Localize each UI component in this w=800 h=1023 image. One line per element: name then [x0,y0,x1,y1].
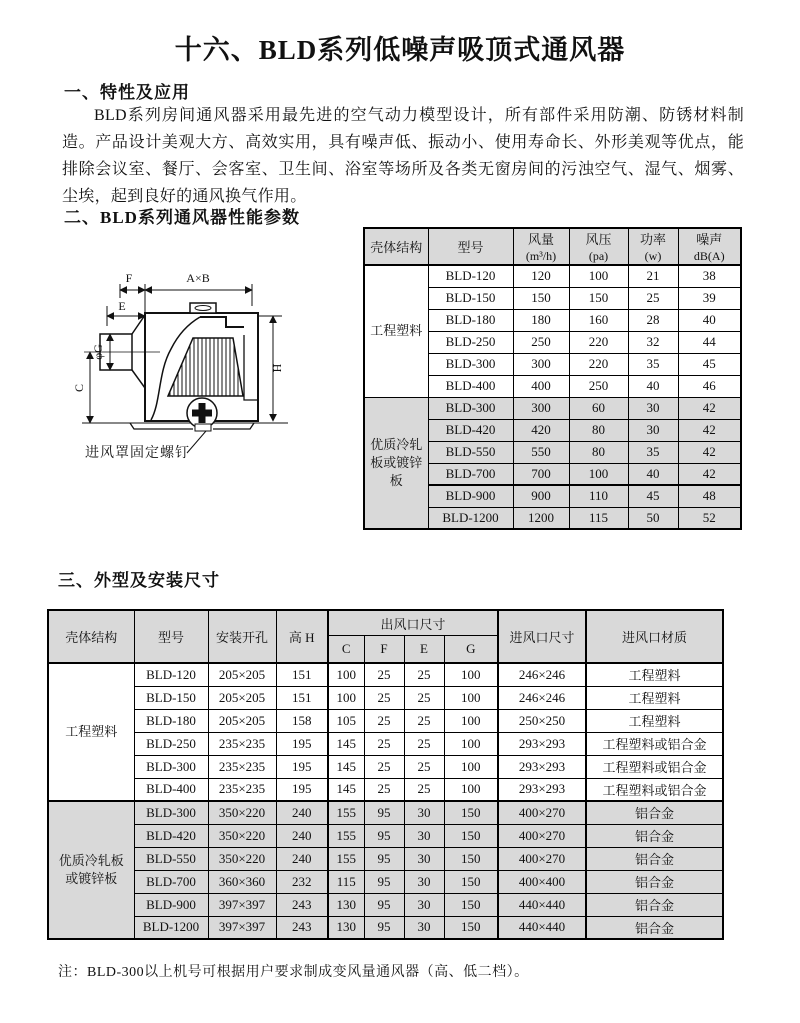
table-cell: BLD-900 [428,485,513,507]
table-cell: 400 [513,375,569,397]
table-cell: 45 [628,485,678,507]
table-row [48,893,723,916]
col-shell-structure: 壳体结构 [364,228,428,265]
table-cell: 293×293 [498,755,586,778]
table-cell: 35 [628,441,678,463]
table-cell: 工程塑料 [586,686,723,709]
table-cell: 150 [444,916,498,939]
table-cell: 130 [328,893,364,916]
table-cell: 240 [276,824,328,847]
table-cell: 42 [678,419,741,441]
table-cell: BLD-1200 [134,916,208,939]
table-cell: 145 [328,778,364,801]
table-cell: 155 [328,801,364,824]
table-cell: 360×360 [208,870,276,893]
table-cell: 397×397 [208,893,276,916]
table-cell: 95 [364,916,404,939]
table-cell: 400×270 [498,801,586,824]
section1-heading: 一、特性及应用 [64,83,190,102]
table-row [48,870,723,893]
table-cell: 100 [444,686,498,709]
col-model: 型号 [134,610,208,663]
table-cell: BLD-700 [428,463,513,485]
col-height-h: 高 H [276,610,328,663]
table-cell: 240 [276,801,328,824]
table-cell: BLD-300 [134,801,208,824]
shell-structure-cell: 工程塑料 [48,663,134,801]
table-cell: 42 [678,463,741,485]
subcol-e: E [404,636,444,664]
col-noise-unit: dB(A) [693,249,725,263]
table-cell: BLD-300 [134,755,208,778]
table-cell: 115 [328,870,364,893]
table-cell: 80 [569,441,628,463]
table-cell: BLD-700 [134,870,208,893]
table-cell: 铝合金 [586,847,723,870]
table-cell: 95 [364,824,404,847]
table-cell: 25 [404,663,444,686]
table-cell: 50 [628,507,678,529]
table-cell: 160 [569,309,628,331]
table-cell: 30 [404,824,444,847]
table-cell: 45 [678,353,741,375]
shell-structure-cell: 优质冷轧板 或镀锌板 [48,801,134,939]
table-cell: 205×205 [208,663,276,686]
table-cell: 95 [364,801,404,824]
table-cell: BLD-120 [134,663,208,686]
col-power [628,228,678,265]
table-row [48,709,723,732]
table-cell: 铝合金 [586,893,723,916]
table-cell: 145 [328,755,364,778]
section3-heading: 三、外型及安装尺寸 [58,571,220,590]
dim-label-axb: A×B [186,271,210,285]
table-cell: 42 [678,397,741,419]
table-cell: 110 [569,485,628,507]
table-cell: 150 [513,287,569,309]
table-cell: BLD-550 [134,847,208,870]
table-cell: 35 [628,353,678,375]
table-cell: 28 [628,309,678,331]
table-row [48,801,723,824]
performance-header-row [364,228,741,265]
col-airflow-label: 风量 [527,232,554,247]
table-cell: 440×440 [498,916,586,939]
dim-label-phig: φG [91,344,105,360]
screw-callout-label: 进风罩固定螺钉 [85,446,190,461]
table-cell: 243 [276,893,328,916]
table-cell: 120 [513,265,569,287]
table-cell: 30 [404,916,444,939]
table-row [48,824,723,847]
section1-paragraph: BLD系列房间通风器采用最先进的空气动力模型设计，所有部件采用防潮、防锈材料制造。产品设计美观大方、高效实用，具有噪声低、振动小、使用寿命长、外形美观等优点，能排除会议室、餐厅、会客室、卫生间、浴室等场所及各类无窗房间的污浊空气、湿气、烟雾、尘埃，起到良好的通风换气作用。 [62,107,744,205]
table-row [364,397,741,419]
shell-structure-cell: 工程塑料 [364,265,428,397]
table-cell: 工程塑料或铝合金 [586,755,723,778]
table-cell: BLD-120 [428,265,513,287]
table-cell: 95 [364,847,404,870]
table-cell: 150 [444,824,498,847]
table-cell: 235×235 [208,778,276,801]
table-cell: 25 [364,709,404,732]
table-cell: 150 [444,893,498,916]
table-row [48,778,723,801]
section2-heading: 二、BLD系列通风器性能参数 [64,208,300,227]
table-cell: 195 [276,732,328,755]
table-cell: BLD-400 [134,778,208,801]
table-cell: 38 [678,265,741,287]
table-cell: 205×205 [208,709,276,732]
table-cell: 350×220 [208,847,276,870]
table-cell: 46 [678,375,741,397]
table-cell: 155 [328,847,364,870]
col-shell-structure: 壳体结构 [48,610,134,663]
table-cell: 100 [444,709,498,732]
table-cell: 550 [513,441,569,463]
table-cell: 工程塑料 [586,709,723,732]
table-cell: 700 [513,463,569,485]
table-cell: BLD-420 [134,824,208,847]
table-cell: 397×397 [208,916,276,939]
page-title: 十六、BLD系列低噪声吸顶式通风器 [174,35,626,65]
table-cell: 30 [628,419,678,441]
table-row [48,732,723,755]
table-cell: 420 [513,419,569,441]
table-cell: 150 [444,870,498,893]
col-inlet-size: 进风口尺寸 [498,610,586,663]
table-cell: 250 [569,375,628,397]
table-cell: 151 [276,686,328,709]
table-cell: 95 [364,893,404,916]
table-cell: 25 [404,709,444,732]
table-cell: 100 [444,663,498,686]
table-cell: 25 [364,755,404,778]
dim-label-h: H [270,363,284,373]
performance-table-container [363,227,742,530]
table-cell: 25 [364,778,404,801]
table-cell: 243 [276,916,328,939]
table-cell: 246×246 [498,663,586,686]
table-cell: 25 [404,755,444,778]
fixing-screw [195,424,211,431]
table-cell: 100 [569,265,628,287]
table-cell: 44 [678,331,741,353]
table-cell: BLD-150 [428,287,513,309]
table-row [48,686,723,709]
table-cell: 39 [678,287,741,309]
col-model: 型号 [428,228,513,265]
subcol-g: G [444,636,498,664]
table-cell: 115 [569,507,628,529]
table-cell: 350×220 [208,801,276,824]
table-cell: 150 [444,801,498,824]
table-cell: 32 [628,331,678,353]
table-cell: 293×293 [498,732,586,755]
table-cell: 100 [328,663,364,686]
subcol-c: C [328,636,364,664]
table-cell: 440×440 [498,893,586,916]
col-pressure-label: 风压 [585,232,612,247]
table-cell: 350×220 [208,824,276,847]
table-cell: 240 [276,847,328,870]
table-cell: 30 [404,870,444,893]
table-row [48,847,723,870]
dim-label-e: E [118,299,126,313]
table-cell: 30 [404,893,444,916]
table-cell: 100 [444,732,498,755]
table-cell: 250×250 [498,709,586,732]
table-cell: 铝合金 [586,824,723,847]
table-row [48,755,723,778]
table-cell: 40 [678,309,741,331]
table-cell: 195 [276,778,328,801]
dim-label-c: C [72,383,86,393]
dimensions-header-row-1 [48,610,723,636]
table-cell: 铝合金 [586,870,723,893]
table-cell: 52 [678,507,741,529]
table-cell: 145 [328,732,364,755]
col-mounting-opening: 安装开孔 [208,610,276,663]
table-cell: 工程塑料或铝合金 [586,778,723,801]
table-cell: BLD-180 [428,309,513,331]
table-cell: 25 [364,732,404,755]
table-cell: 235×235 [208,732,276,755]
table-row [48,663,723,686]
ventilator-dimension-diagram [60,260,360,505]
col-pressure [569,228,628,265]
table-cell: 220 [569,353,628,375]
table-cell: 220 [569,331,628,353]
table-cell: 300 [513,353,569,375]
table-cell: BLD-420 [428,419,513,441]
table-cell: 400×270 [498,847,586,870]
table-cell: 900 [513,485,569,507]
table-cell: BLD-900 [134,893,208,916]
table-cell: 1200 [513,507,569,529]
dimensions-table [47,609,724,940]
table-cell: 205×205 [208,686,276,709]
inlet-cone [132,315,145,388]
table-cell: 293×293 [498,778,586,801]
table-cell: 232 [276,870,328,893]
table-cell: 40 [628,375,678,397]
table-cell: BLD-150 [134,686,208,709]
table-cell: 30 [404,801,444,824]
table-cell: 铝合金 [586,801,723,824]
col-outlet-size-group: 出风口尺寸 [328,610,498,636]
table-cell: 25 [404,686,444,709]
table-cell: 130 [328,916,364,939]
table-cell: 195 [276,755,328,778]
table-cell: BLD-180 [134,709,208,732]
table-cell: 235×235 [208,755,276,778]
table-cell: 246×246 [498,686,586,709]
col-noise [678,228,741,265]
table-cell: 155 [328,824,364,847]
table-cell: 105 [328,709,364,732]
table-cell: 铝合金 [586,916,723,939]
table-cell: 48 [678,485,741,507]
table-cell: 150 [569,287,628,309]
table-cell: 100 [444,755,498,778]
table-cell: 100 [328,686,364,709]
table-cell: BLD-300 [428,353,513,375]
table-cell: 151 [276,663,328,686]
table-cell: BLD-250 [428,331,513,353]
table-cell: 100 [444,778,498,801]
table-cell: 95 [364,870,404,893]
table-cell: 工程塑料或铝合金 [586,732,723,755]
table-cell: 40 [628,463,678,485]
table-cell: 80 [569,419,628,441]
table-cell: BLD-400 [428,375,513,397]
col-airflow [513,228,569,265]
col-noise-label: 噪声 [696,232,723,247]
table-cell: 30 [628,397,678,419]
col-power-unit: (w) [644,249,662,263]
table-cell: 180 [513,309,569,331]
table-cell: 25 [404,732,444,755]
shell-structure-cell: 优质冷轧 板或镀锌 板 [364,397,428,529]
subcol-f: F [364,636,404,664]
table-row [48,916,723,939]
table-cell: 400×400 [498,870,586,893]
table-cell: BLD-550 [428,441,513,463]
diagram-svg [60,260,360,505]
col-power-label: 功率 [639,232,666,247]
table-cell: 工程塑料 [586,663,723,686]
footnote: 注：BLD-300以上机号可根据用户要求制成变风量通风器（高、低二档）。 [58,965,529,980]
table-cell: 25 [364,663,404,686]
table-cell: 21 [628,265,678,287]
table-cell: BLD-250 [134,732,208,755]
table-cell: BLD-1200 [428,507,513,529]
table-cell: 300 [513,397,569,419]
table-cell: 150 [444,847,498,870]
table-cell: 25 [364,686,404,709]
outlet-collar [190,303,216,313]
performance-table [363,227,742,530]
table-cell: BLD-300 [428,397,513,419]
col-airflow-unit: (m³/h) [525,249,557,263]
table-cell: 25 [628,287,678,309]
dimensions-table-container [47,609,724,940]
table-cell: 400×270 [498,824,586,847]
table-cell: 42 [678,441,741,463]
table-cell: 100 [569,463,628,485]
col-pressure-unit: (pa) [588,249,609,263]
table-cell: 25 [404,778,444,801]
table-cell: 30 [404,847,444,870]
table-row [364,265,741,287]
table-cell: 158 [276,709,328,732]
table-cell: 60 [569,397,628,419]
col-inlet-material: 进风口材质 [586,610,723,663]
dim-label-f: F [125,271,133,285]
table-cell: 250 [513,331,569,353]
